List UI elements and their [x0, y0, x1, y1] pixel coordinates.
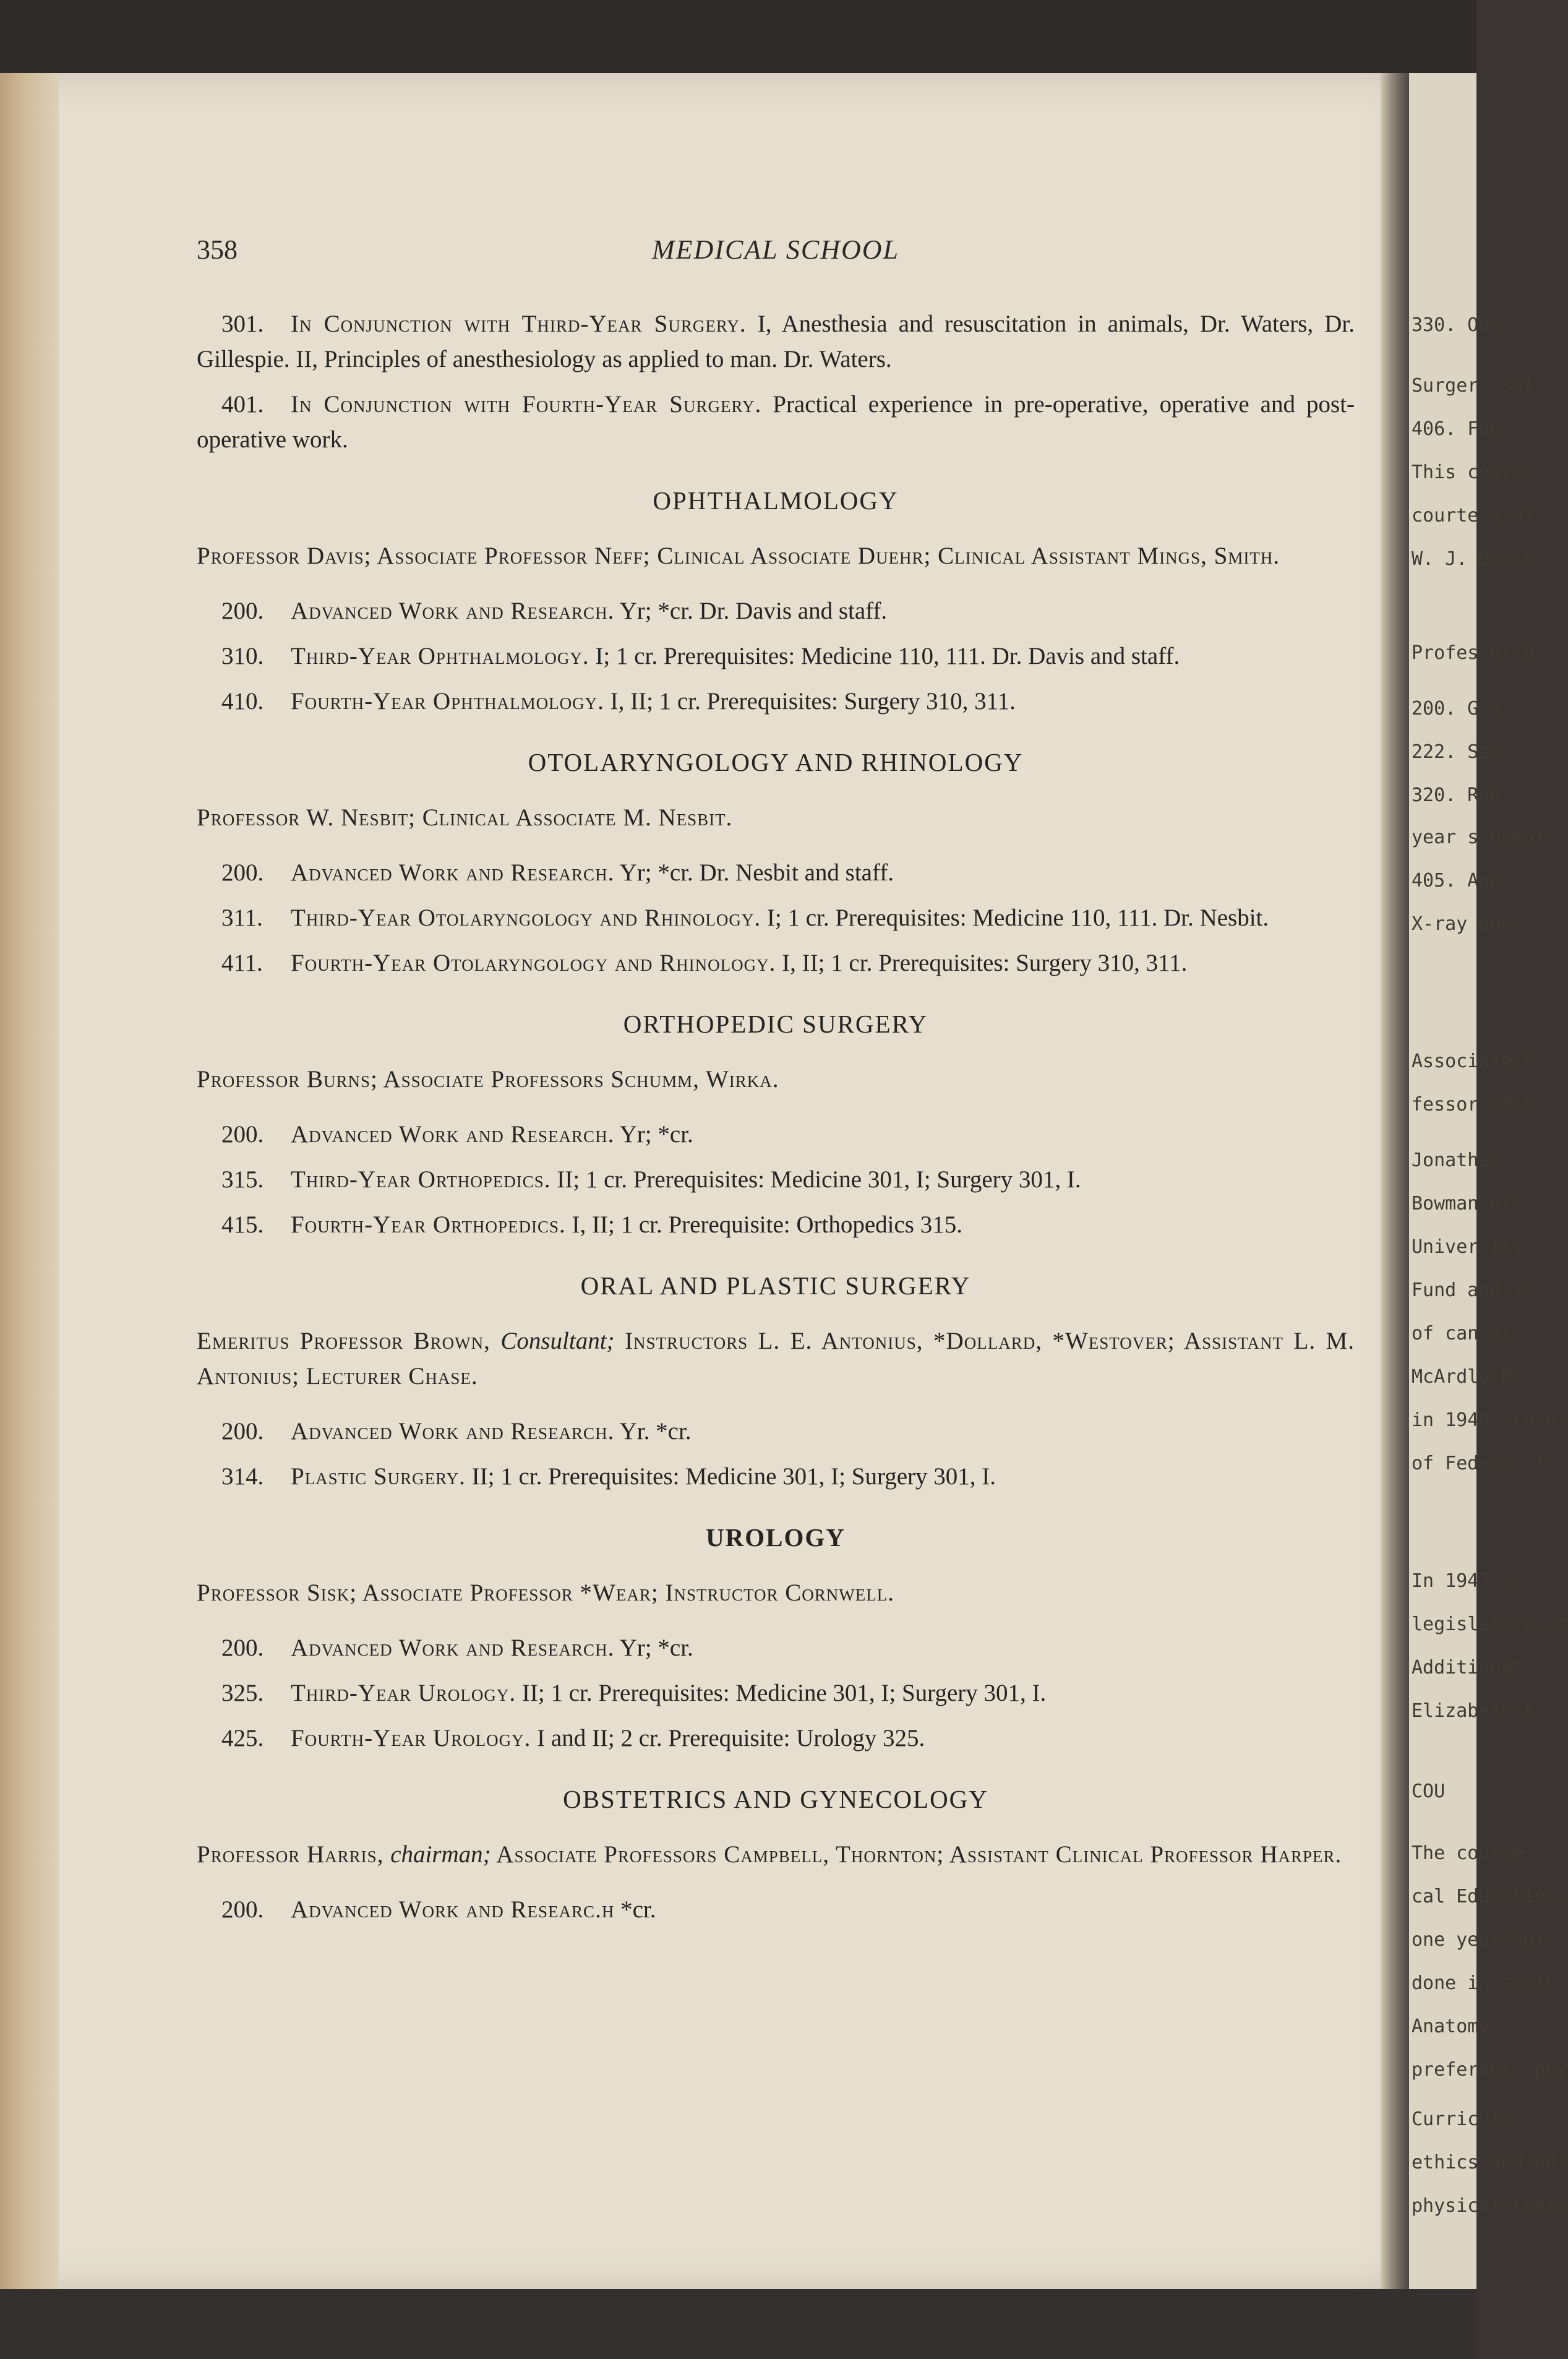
- course-details: I, Anesthesia and resuscitation in animals, Dr. Waters, Dr. Gillespie. II, Principles of anesthesiology as applied to man. Dr. Waters.: [197, 311, 1355, 372]
- department-heading: OTOLARYNGOLOGY AND RHINOLOGY: [528, 748, 1024, 776]
- course-entry: [197, 1414, 1355, 1449]
- course-entry: [197, 1117, 1355, 1152]
- course-title: Advanced Work and Research.: [291, 1121, 615, 1148]
- course-number: 315.: [221, 1166, 264, 1193]
- facing-fragment: fessor of C: [1412, 1094, 1535, 1115]
- course-details: Yr; *cr. Dr. Nesbit and staff.: [619, 859, 894, 886]
- department-faculty: Professor Davis; Associate Professor Neff; Clinical Associate Duehr; Clinical Assistant Mings, Smith.: [197, 543, 1280, 569]
- facing-page-strip: [1409, 73, 1568, 2291]
- department-otolaryngology: [197, 745, 1355, 981]
- faculty-text: Instructors L. E. Antonius, *Dollard, *Westover; Assistant L. M. Antonius; Lecturer Chase.: [197, 1328, 1355, 1390]
- course-details: Yr; *cr.: [619, 1121, 693, 1148]
- course-title: Plastic Surgery.: [291, 1463, 466, 1490]
- facing-fragment: Anatomy: [1412, 2016, 1490, 2037]
- course-title: Third-Year Otolaryngology and Rhinology.: [291, 904, 761, 931]
- facing-fragment: 320. Rad: [1412, 784, 1501, 806]
- course-details: I; 1 cr. Prerequisites: Medicine 110, 111. Dr. Nesbit.: [766, 904, 1269, 931]
- department-heading: OPHTHALMOLOGY: [653, 486, 899, 515]
- facing-fragment: The course: [1412, 1842, 1523, 1864]
- facing-fragment: year student: [1412, 827, 1546, 848]
- course-number: 301.: [221, 311, 264, 337]
- course-title: Fourth-Year Urology.: [291, 1725, 531, 1751]
- facing-fragment: 405. App: [1412, 870, 1501, 892]
- facing-fragment: Elizabeth A.: [1412, 1700, 1546, 1722]
- department-faculty: Professor Burns; Associate Professors Schumm, Wirka.: [197, 1066, 779, 1093]
- course-details: I, II; 1 cr. Prerequisites: Surgery 310, 311.: [782, 950, 1188, 976]
- department-heading: ORTHOPEDIC SURGERY: [623, 1010, 928, 1038]
- department-obstetrics-gynecology: [197, 1782, 1355, 1927]
- running-head: [197, 234, 1355, 271]
- course-number: 401.: [221, 391, 264, 418]
- course-details: I, II; 1 cr. Prerequisite: Orthopedics 315.: [572, 1211, 962, 1238]
- page-number: 358: [197, 234, 238, 265]
- course-number: 415.: [221, 1211, 264, 1238]
- course-number: 200.: [221, 1121, 264, 1148]
- course-entry: [197, 855, 1355, 890]
- department-urology: [197, 1520, 1355, 1756]
- department-oral-plastic-surgery: [197, 1268, 1355, 1494]
- faculty-text: Associate Professors Campbell, Thornton; Assistant Clinical Professor Harper.: [496, 1841, 1342, 1868]
- course-details: I and II; 2 cr. Prerequisite: Urology 325.: [537, 1725, 925, 1751]
- course-number: 200.: [221, 598, 264, 624]
- course-title: Third-Year Orthopedics.: [291, 1166, 551, 1193]
- course-number: 411.: [221, 950, 263, 976]
- faculty-text: Emeritus Professor Brown,: [197, 1328, 491, 1354]
- course-number: 200.: [221, 1896, 264, 1923]
- course-entry: [197, 1630, 1355, 1665]
- book-gutter: [1381, 73, 1409, 2291]
- department-faculty: Professor W. Nesbit; Clinical Associate M. Nesbit.: [197, 804, 733, 831]
- course-entry: [197, 1162, 1355, 1197]
- course-entry: [197, 593, 1355, 629]
- course-number: 311.: [221, 904, 263, 931]
- course-entry: [197, 1721, 1355, 1756]
- facing-fragment: Jonathan: [1412, 1149, 1501, 1171]
- facing-fragment: COU: [1412, 1781, 1446, 1802]
- course-number: 425.: [221, 1725, 264, 1751]
- course-title: Fourth-Year Ophthalmology.: [291, 688, 604, 715]
- course-title: In Conjunction with Fourth-Year Surgery.: [291, 391, 762, 418]
- facing-fragment: one year but: [1412, 1929, 1546, 1951]
- course-details: Yr; *cr.: [619, 1635, 693, 1661]
- facing-fragment: McArdle M: [1412, 1366, 1512, 1388]
- facing-fragment: Associate P: [1412, 1051, 1535, 1072]
- facing-fragment: in 1940, thro: [1412, 1409, 1557, 1431]
- facing-fragment: 406. Fou: [1412, 418, 1501, 440]
- course-number: 325.: [221, 1680, 264, 1706]
- course-entry: [197, 1675, 1355, 1711]
- facing-fragment: preferably phy: [1412, 2059, 1568, 2081]
- facing-fragment: 200. Gra: [1412, 698, 1501, 720]
- facing-fragment: Surgery 301: [1412, 375, 1535, 397]
- scan-background-top: [0, 0, 1476, 74]
- facing-fragment: X-ray and: [1412, 913, 1512, 935]
- course-entry: [197, 638, 1355, 674]
- facing-fragment: W. J. Dieck: [1412, 548, 1535, 570]
- course-title: Advanced Work and Researc.h: [291, 1896, 615, 1923]
- facing-fragment: University: [1412, 1236, 1523, 1258]
- department-heading: ORAL AND PLASTIC SURGERY: [580, 1271, 971, 1300]
- course-details: II; 1 cr. Prerequisites: Medicine 301, I; Surgery 301, I.: [557, 1166, 1081, 1193]
- facing-fragment: In 1943 a: [1412, 1570, 1512, 1592]
- course-title: Third-Year Urology.: [291, 1680, 516, 1706]
- course-entry: [197, 684, 1355, 719]
- faculty-role: chairman;: [390, 1841, 491, 1868]
- course-number: 200.: [221, 1418, 264, 1445]
- department-orthopedic-surgery: [197, 1007, 1355, 1242]
- facing-fragment: This course: [1412, 462, 1535, 483]
- course-title: In Conjunction with Third-Year Surgery.: [291, 311, 747, 337]
- page-stack-edge: [0, 73, 59, 2291]
- facing-fragment: 330. Obs: [1412, 314, 1501, 336]
- department-ophthalmology: [197, 483, 1355, 719]
- department-heading: UROLOGY: [706, 1523, 846, 1552]
- course-details: Practical experience in pre-operative, operative and post-operative work.: [197, 391, 1355, 453]
- facing-fragment: Bowman of: [1412, 1193, 1512, 1214]
- course-details: II; 1 cr. Prerequisites: Medicine 301, I; Surgery 301, I.: [521, 1680, 1047, 1706]
- course-number: 314.: [221, 1463, 264, 1490]
- course-details: Yr; *cr. Dr. Davis and staff.: [619, 598, 888, 624]
- faculty-role: Consultant;: [500, 1328, 615, 1354]
- course-entry: [197, 1459, 1355, 1494]
- facing-fragment: Additional: [1412, 1657, 1523, 1678]
- page-content: [197, 306, 1355, 1937]
- course-details: II; 1 cr. Prerequisites: Medicine 301, I; Surgery 301, I.: [471, 1463, 996, 1490]
- facing-fragment: 222. Sem: [1412, 741, 1501, 763]
- course-entry: [197, 1892, 1355, 1927]
- course-details: *cr.: [620, 1896, 656, 1923]
- department-faculty: [197, 1323, 1355, 1394]
- course-title: Advanced Work and Research.: [291, 598, 615, 624]
- course-number: 200.: [221, 1635, 264, 1661]
- department-faculty: Professor Sisk; Associate Professor *Wear; Instructor Cornwell.: [197, 1579, 894, 1606]
- facing-fragment: Professor D: [1412, 642, 1535, 664]
- facing-fragment: ethics and ad: [1412, 2152, 1557, 2173]
- course-entry: [197, 1207, 1355, 1242]
- course-entry: [197, 900, 1355, 935]
- facing-fragment: physical thera: [1412, 2195, 1568, 2217]
- course-details: Yr. *cr.: [619, 1418, 692, 1445]
- facing-fragment: legislative ac: [1412, 1613, 1568, 1635]
- facing-fragment: of cancer.: [1412, 1323, 1523, 1344]
- course-title: Third-Year Ophthalmology.: [291, 643, 589, 669]
- course-title: Advanced Work and Research.: [291, 1635, 615, 1661]
- department-heading: OBSTETRICS AND GYNECOLOGY: [563, 1785, 988, 1813]
- facing-fragment: of Federal f: [1412, 1453, 1546, 1474]
- course-title: Advanced Work and Research.: [291, 859, 615, 886]
- course-details: I; 1 cr. Prerequisites: Medicine 110, 111. Dr. Davis and staff.: [595, 643, 1180, 669]
- faculty-text: Professor Harris,: [197, 1841, 384, 1868]
- scan-background-bottom: [0, 2289, 1476, 2359]
- course-title: Fourth-Year Otolaryngology and Rhinology.: [291, 950, 776, 976]
- course-entry: [197, 306, 1355, 377]
- course-title: Fourth-Year Orthopedics.: [291, 1211, 566, 1238]
- facing-fragment: Curricula: [1412, 2108, 1512, 2130]
- course-number: 410.: [221, 688, 264, 715]
- facing-fragment: done in anoth: [1412, 1972, 1557, 1994]
- course-number: 200.: [221, 859, 264, 886]
- facing-fragment: cal Education: [1412, 1886, 1557, 1907]
- running-title: MEDICAL SCHOOL: [651, 234, 899, 265]
- course-entry: [197, 387, 1355, 457]
- course-number: 310.: [221, 643, 264, 669]
- facing-fragment: courtesy of: [1412, 505, 1535, 526]
- course-entry: [197, 945, 1355, 981]
- department-faculty: [197, 1837, 1355, 1872]
- course-title: Advanced Work and Research.: [291, 1418, 615, 1445]
- facing-fragment: Fund and it: [1412, 1279, 1535, 1301]
- course-details: I, II; 1 cr. Prerequisites: Surgery 310, 311.: [610, 688, 1016, 715]
